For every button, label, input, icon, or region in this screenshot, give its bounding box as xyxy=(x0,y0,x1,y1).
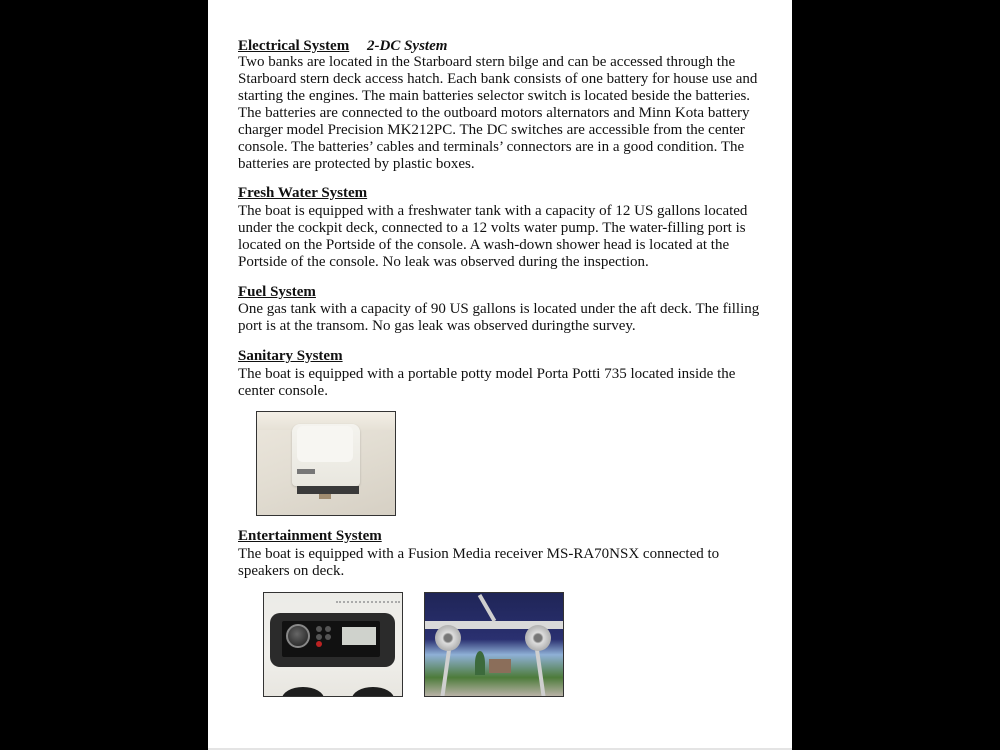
body-line: speakers on deck. xyxy=(238,563,345,579)
background-tree xyxy=(475,651,485,675)
cup-holder xyxy=(352,687,394,697)
speaker-left xyxy=(435,625,461,651)
body-line: The batteries are connected to the outboard motors alternators and Minn Kota battery xyxy=(238,105,750,121)
potty-gauge xyxy=(297,469,315,474)
section-body-entertainment xyxy=(238,546,768,580)
potty-base xyxy=(297,486,359,494)
section-heading-electrical: Electrical System xyxy=(238,38,350,54)
body-line: One gas tank with a capacity of 90 US gallons is located under the aft deck. The filling xyxy=(238,301,760,317)
porta-potti-photo xyxy=(256,411,396,516)
body-line: port is at the transom. No gas leak was observed duringthe survey. xyxy=(238,318,636,334)
deck-speakers-photo xyxy=(424,592,564,697)
receiver-power-button xyxy=(316,641,322,647)
receiver-button xyxy=(325,634,331,640)
body-line: under the cockpit deck, connected to a 12 volts water pump. The water-filling port is xyxy=(238,220,746,236)
potty-latch xyxy=(319,494,331,499)
volume-knob xyxy=(286,624,310,648)
receiver-button xyxy=(325,626,331,632)
body-line: The boat is equipped with a Fusion Media receiver MS-RA70NSX connected to xyxy=(238,546,720,562)
document-page xyxy=(208,0,792,748)
body-line: starting the engines. The main batteries selector switch is located beside the batteries. xyxy=(238,88,751,104)
body-line: The boat is equipped with a freshwater tank with a capacity of 12 US gallons located xyxy=(238,203,748,219)
receiver-screen xyxy=(342,627,376,645)
section-body-fuel xyxy=(238,301,768,335)
body-line: Starboard stern deck access hatch. Each bank consists of one battery for house use and xyxy=(238,71,758,87)
section-heading-fuel: Fuel System xyxy=(238,284,316,300)
body-line: console. The batteries’ cables and terminals’ connectors are in a good condition. The xyxy=(238,139,745,155)
section-heading-sanitary: Sanitary System xyxy=(238,348,343,364)
receiver-button xyxy=(316,634,322,640)
section-heading-entertainment: Entertainment System xyxy=(238,528,382,544)
section-body-electrical xyxy=(238,54,768,173)
body-line: located on the Portside of the console. A wash-down shower head is located at the xyxy=(238,237,730,253)
background-house xyxy=(489,659,511,673)
speaker-right xyxy=(525,625,551,651)
receiver-button xyxy=(316,626,322,632)
ttop-strut xyxy=(478,594,496,622)
body-line: Two banks are located in the Starboard stern bilge and can be accessed through the xyxy=(238,54,736,70)
fusion-receiver-photo xyxy=(263,592,403,697)
section-body-sanitary xyxy=(238,366,768,400)
body-line: The boat is equipped with a portable potty model Porta Potti 735 located inside the xyxy=(238,366,736,382)
body-line: batteries are protected by plastic boxes. xyxy=(238,156,475,172)
body-line: charger model Precision MK212PC. The DC switches are accessible from the center xyxy=(238,122,745,138)
potty-lid xyxy=(297,426,353,462)
section-subheading-dc-system: 2-DC System xyxy=(367,38,448,54)
body-line: Portside of the console. No leak was observed during the inspection. xyxy=(238,254,649,270)
body-line: center console. xyxy=(238,383,328,399)
section-heading-fresh-water: Fresh Water System xyxy=(238,185,368,201)
vent-ribs xyxy=(336,593,400,603)
cup-holder xyxy=(282,687,324,697)
section-body-fresh-water xyxy=(238,203,768,271)
